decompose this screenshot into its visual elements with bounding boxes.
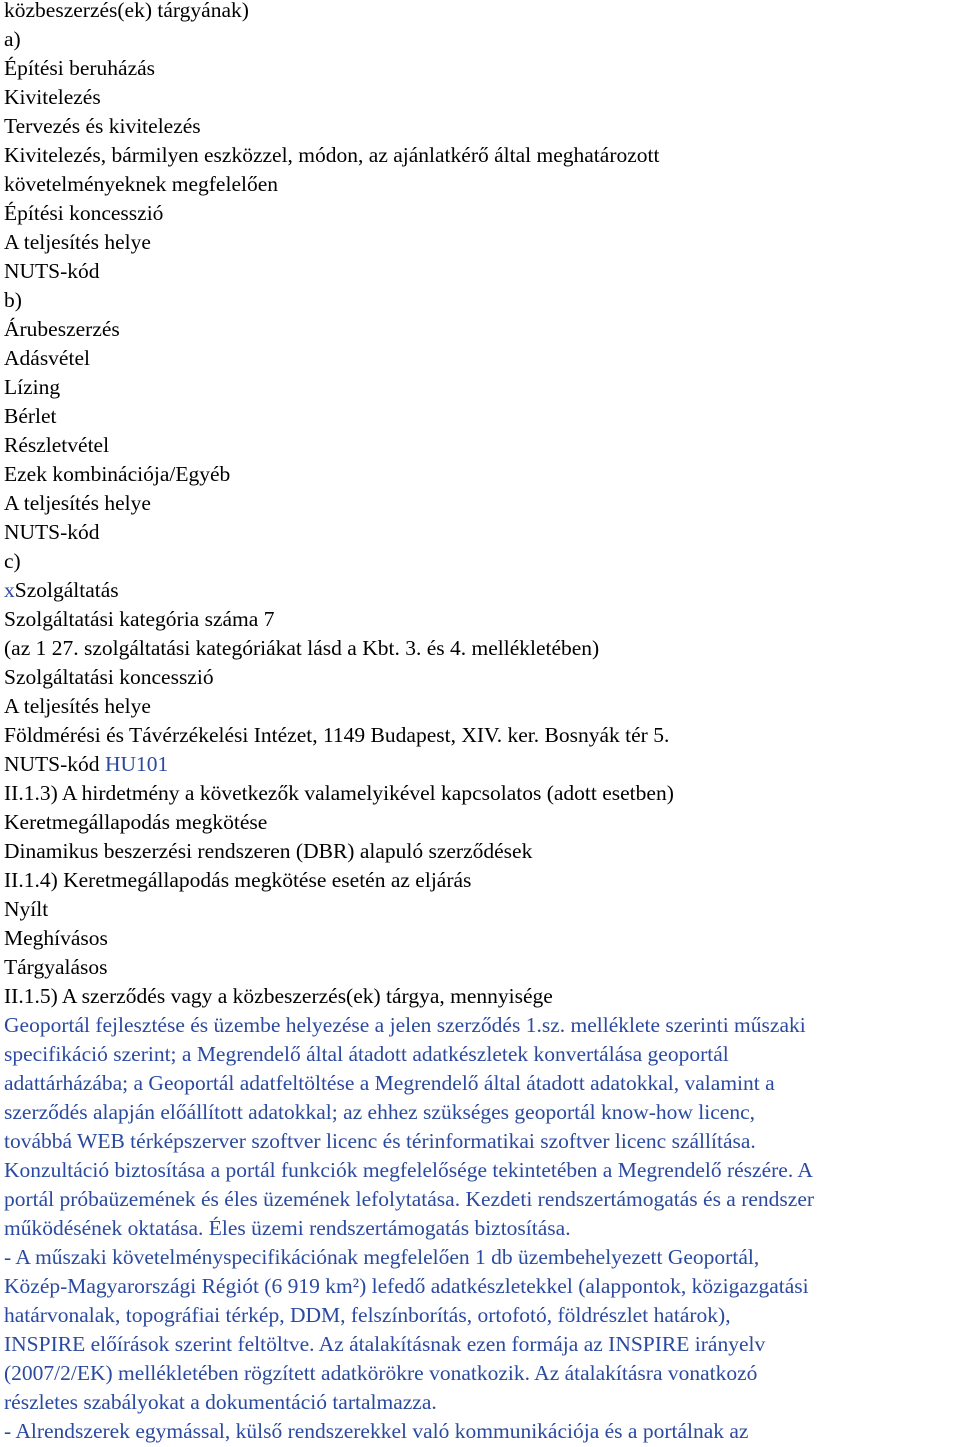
nuts-code-label-b: NUTS-kód [4,520,100,544]
place-of-performance-label-a: A teljesítés helye [4,230,151,254]
description-line: részletes szabályokat a dokumentáció tartalmazza. [4,1390,437,1414]
option-group-c-label: c) [4,549,21,573]
section-heading-fragment: közbeszerzés(ek) tárgyának) [4,0,249,22]
description-line: - Alrendszerek egymással, külső rendszerekkel való kommunikációja és a portálnak az [4,1419,749,1443]
option-service-concession: Szolgáltatási koncesszió [4,665,214,689]
description-line: - A műszaki követelményspecifikációnak megfelelően 1 db üzembehelyezett Geoportál, [4,1245,760,1269]
option-construction-concession: Építési koncesszió [4,201,164,225]
option-design-and-execution: Tervezés és kivitelezés [4,114,201,138]
description-line: Közép-Magyarországi Régiót (6 919 km²) lefedő adatkészletekkel (alappontok, közigazgatási [4,1274,809,1298]
description-line: szerződés alapján előállított adatokkal; az ehhez szükséges geoportál know-how licenc, [4,1100,756,1124]
nuts-code-label-a: NUTS-kód [4,259,100,283]
option-hire-purchase: Részletvétel [4,433,110,457]
description-line: adattárházába; a Geoportál adatfeltöltése a Megrendelő által átadott adatokkal, valamint a [4,1071,775,1095]
section-II-1-3-heading: II.1.3) A hirdetmény a következők valamelyikével kapcsolatos (adott esetben) [4,781,674,805]
nuts-code-label-c: NUTS-kód [4,752,100,776]
option-services [4,576,956,605]
option-group-a-label: a) [4,27,21,51]
option-leasing: Lízing [4,375,61,399]
option-open: Nyílt [4,897,49,921]
description-line: működésének oktatása. Éles üzemi rendszertámogatás biztosítása. [4,1216,571,1240]
description-line: portál próbaüzemének és éles üzemének lefolytatása. Kezdeti rendszertámogatás és a rendszer [4,1187,815,1211]
option-group-b-label: b) [4,288,22,312]
option-framework-agreement: Keretmegállapodás megkötése [4,810,268,834]
place-of-performance-address: Földmérési és Távérzékelési Intézet, 1149 Budapest, XIV. ker. Bosnyák tér 5. [4,723,670,747]
option-restricted: Meghívásos [4,926,108,950]
section-II-1-4-heading: II.1.4) Keretmegállapodás megkötése esetén az eljárás [4,868,472,892]
option-combination-other: Ezek kombinációja/Egyéb [4,462,231,486]
description-line: Geoportál fejlesztése és üzembe helyezése a jelen szerződés 1.sz. melléklete szerinti műszaki [4,1013,806,1037]
option-purchase: Adásvétel [4,346,90,370]
option-execution: Kivitelezés [4,85,101,109]
description-line: (2007/2/EK) mellékletében rögzített adatkörökre vonatkozik. Az átalakításra vonatkozó [4,1361,758,1385]
nuts-code-row [4,750,956,779]
option-services-label: Szolgáltatás [14,578,119,602]
selected-mark: x [4,578,15,602]
description-line: továbbá WEB térképszerver szoftver licenc és térinformatikai szoftver licenc szállítása. [4,1129,756,1153]
option-dynamic-purchasing: Dinamikus beszerzési rendszeren (DBR) alapuló szerződések [4,839,533,863]
option-rental: Bérlet [4,404,57,428]
option-supplies: Árubeszerzés [4,317,120,341]
option-construction: Építési beruházás [4,56,156,80]
description-line: INSPIRE előírások szerint feltöltve. Az átalakításnak ezen formája az INSPIRE irányelv [4,1332,766,1356]
description-line: specifikáció szerint; a Megrendelő által átadott adatkészletek konvertálása geoportál [4,1042,729,1066]
option-execution-by-any-means-cont: követelményeknek megfelelően [4,172,279,196]
description-line: Konzultáció biztosítása a portál funkciók megfelelősége tekintetében a Megrendelő részére. A [4,1158,813,1182]
document-page [4,0,956,1446]
service-category-number: Szolgáltatási kategória száma 7 [4,607,275,631]
option-negotiated: Tárgyalásos [4,955,108,979]
place-of-performance-label-b: A teljesítés helye [4,491,151,515]
section-II-1-5-heading: II.1.5) A szerződés vagy a közbeszerzés(ek) tárgya, mennyisége [4,984,553,1008]
place-of-performance-label-c: A teljesítés helye [4,694,151,718]
option-execution-by-any-means: Kivitelezés, bármilyen eszközzel, módon, az ajánlatkérő által meghatározott [4,143,660,167]
description-line: határvonalak, topográfiai térkép, DDM, felszínborítás, ortofotó, földrészlet határok), [4,1303,731,1327]
service-category-note: (az 1 27. szolgáltatási kategóriákat lásd a Kbt. 3. és 4. mellékletében) [4,636,600,660]
nuts-code-value: HU101 [104,752,169,776]
